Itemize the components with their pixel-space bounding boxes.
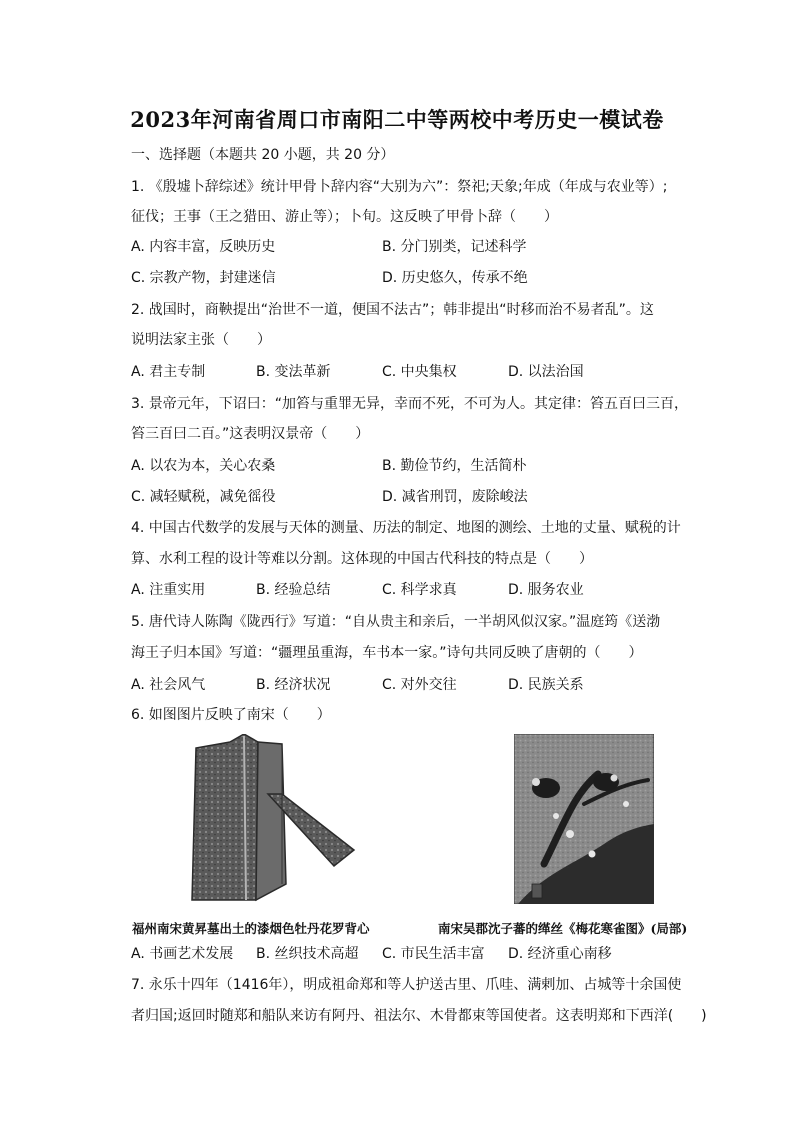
sparrow-right-cheek xyxy=(611,775,618,782)
question-5-option-a: A. 社会风气 xyxy=(131,677,206,693)
question-3-option-a: A. 以农为本，关心农桑 xyxy=(131,458,276,474)
sparrow-left-cheek xyxy=(532,778,540,786)
blossom xyxy=(553,813,559,819)
question-4-option-d: D. 服务农业 xyxy=(508,582,584,598)
question-2-option-c: C. 中央集权 xyxy=(382,364,457,380)
question-4-line-2: 算、水利工程的设计等难以分割。这体现的中国古代科技的特点是（ ） xyxy=(131,551,593,567)
question-3-option-c: C. 减轻赋税，减免徭役 xyxy=(131,489,276,505)
page-title: 2023年河南省周口市南阳二中等两校中考历史一模试卷 xyxy=(130,107,664,132)
figure-caption-vest: 福州南宋黄昇墓出土的漆烟色牡丹花罗背心 xyxy=(132,921,370,936)
question-4-line-1: 4. 中国古代数学的发展与天体的测量、历法的制定、地图的测绘、土地的丈量、赋税的计 xyxy=(131,520,681,536)
question-4-option-a: A. 注重实用 xyxy=(131,582,206,598)
section-heading: 一、选择题（本题共 20 小题，共 20 分） xyxy=(131,147,395,163)
question-2-option-d: D. 以法治国 xyxy=(508,364,584,380)
question-5-option-c: C. 对外交往 xyxy=(382,677,457,693)
question-7-line-2: 者归国;返回时随郑和船队来访有阿丹、祖法尔、木骨都束等国使者。这表明郑和下西洋( ) xyxy=(131,1008,707,1024)
question-7-line-1: 7. 永乐十四年（1416年），明成祖命郑和等人护送古里、爪哇、满剌加、占城等十余国使 xyxy=(131,977,682,993)
question-1-line-1: 1. 《殷墟卜辞综述》统计甲骨卜辞内容“大别为六”：祭祀;天象;年成（年成与农业等）; xyxy=(131,179,668,195)
question-2-option-b: B. 变法革新 xyxy=(256,364,331,380)
blossom xyxy=(589,851,596,858)
question-5-option-b: B. 经济状况 xyxy=(256,677,331,693)
question-3-option-d: D. 减省刑罚，废除峻法 xyxy=(382,489,528,505)
question-1-line-2: 征伐；王事（王之猎田、游止等）；卜旬。这反映了甲骨卜辞（ ） xyxy=(131,209,558,225)
question-2-line-2: 说明法家主张（ ） xyxy=(131,332,271,348)
question-4-option-c: C. 科学求真 xyxy=(382,582,457,598)
blossom xyxy=(566,830,574,838)
question-4-option-b: B. 经验总结 xyxy=(256,582,331,598)
question-5-line-2: 海王子归本国》写道：“疆理虽重海，车书本一家。”诗句共同反映了唐朝的（ ） xyxy=(131,645,643,661)
question-5-option-d: D. 民族关系 xyxy=(508,677,584,693)
figure-caption-painting: 南宋吴郡沈子蕃的缂丝《梅花寒雀图》(局部) xyxy=(438,921,688,936)
question-6-option-b: B. 丝织技术高超 xyxy=(256,946,359,962)
question-5-line-1: 5. 唐代诗人陈陶《陇西行》写道：“自从贵主和亲后，一半胡风似汉家。”温庭筠《送渤 xyxy=(131,614,661,630)
painting-seal xyxy=(532,884,542,898)
question-6-option-a: A. 书画艺术发展 xyxy=(131,946,234,962)
painting-figure xyxy=(514,734,654,904)
question-2-line-1: 2. 战国时，商鞅提出“治世不一道，便国不法古”；韩非提出“时移而治不易者乱”。这 xyxy=(131,302,654,318)
question-1-option-b: B. 分门别类，记述科学 xyxy=(382,239,527,255)
question-6-option-c: C. 市民生活丰富 xyxy=(382,946,485,962)
question-6-line-1: 6. 如图图片反映了南宋（ ） xyxy=(131,707,331,723)
question-3-line-2: 笞三百曰二百。”这表明汉景帝（ ） xyxy=(131,426,370,442)
vest-figure xyxy=(186,734,356,904)
vest-left-panel xyxy=(192,734,258,900)
question-2-option-a: A. 君主专制 xyxy=(131,364,206,380)
question-3-line-1: 3. 景帝元年，下诏曰：“加笞与重罪无异，幸而不死，不可为人。其定律：笞五百曰三百， xyxy=(131,396,689,412)
question-1-option-c: C. 宗教产物，封建迷信 xyxy=(131,270,276,286)
question-1-option-a: A. 内容丰富，反映历史 xyxy=(131,239,276,255)
question-1-option-d: D. 历史悠久，传承不绝 xyxy=(382,270,528,286)
blossom xyxy=(623,801,629,807)
question-6-option-d: D. 经济重心南移 xyxy=(508,946,612,962)
question-3-option-b: B. 勤俭节约，生活简朴 xyxy=(382,458,527,474)
